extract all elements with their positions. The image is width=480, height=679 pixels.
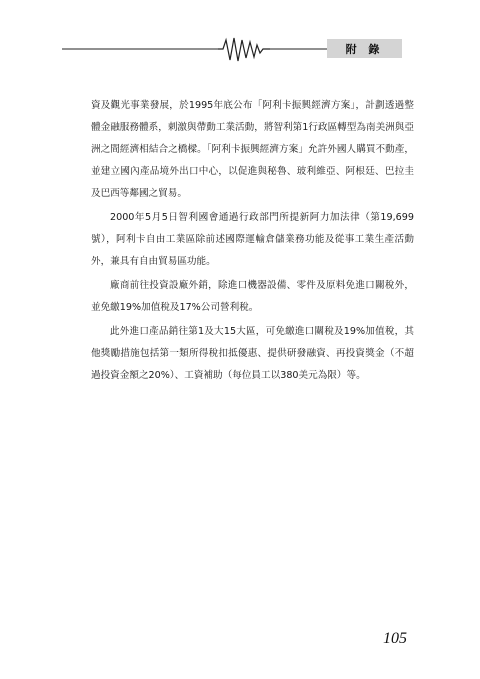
- paragraph: 此外進口產品銷往第1及大15大區，可免繳進口關稅及19%加值稅，其他獎勵措施包括第一類所得稅扣抵優惠、提供研發融資、再投資獎金（不超過投資金額之20%）、工資補助（每位員工以380美元為限）等。: [91, 326, 414, 381]
- header-line-wave-decoration: [0, 0, 480, 70]
- section-label: 附 錄: [345, 42, 384, 56]
- body-text: [91, 95, 414, 387]
- paragraph: 資及觀光事業發展，於1995年底公布「阿利卡振興經濟方案」，計劃透過整體金融服務體系，刺激與帶動工業活動，將智利第1行政區轉型為南美洲與亞洲之間經濟相結合之橋樑。「阿利卡振興經濟方案」允許外國人購買不動產，並建立國內產品境外出口中心，以促進與秘魯、玻利維亞、阿根廷、巴拉圭及巴西等鄰國之貿易。: [91, 100, 414, 199]
- page-number: 105: [383, 630, 407, 647]
- section-tab: [327, 39, 402, 58]
- paragraph: 2000年5月5日智利國會通過行政部門所提新阿力加法律（第19,699號），阿利卡自由工業區除前述國際運輸倉儲業務功能及從事工業生產活動外，兼具有自由貿易區功能。: [91, 212, 414, 267]
- running-header: [0, 0, 480, 70]
- paragraph: 廠商前往投資設廠外銷，除進口機器設備、零件及原料免進口關稅外，並免繳19%加值稅及17%公司營利稅。: [91, 280, 414, 313]
